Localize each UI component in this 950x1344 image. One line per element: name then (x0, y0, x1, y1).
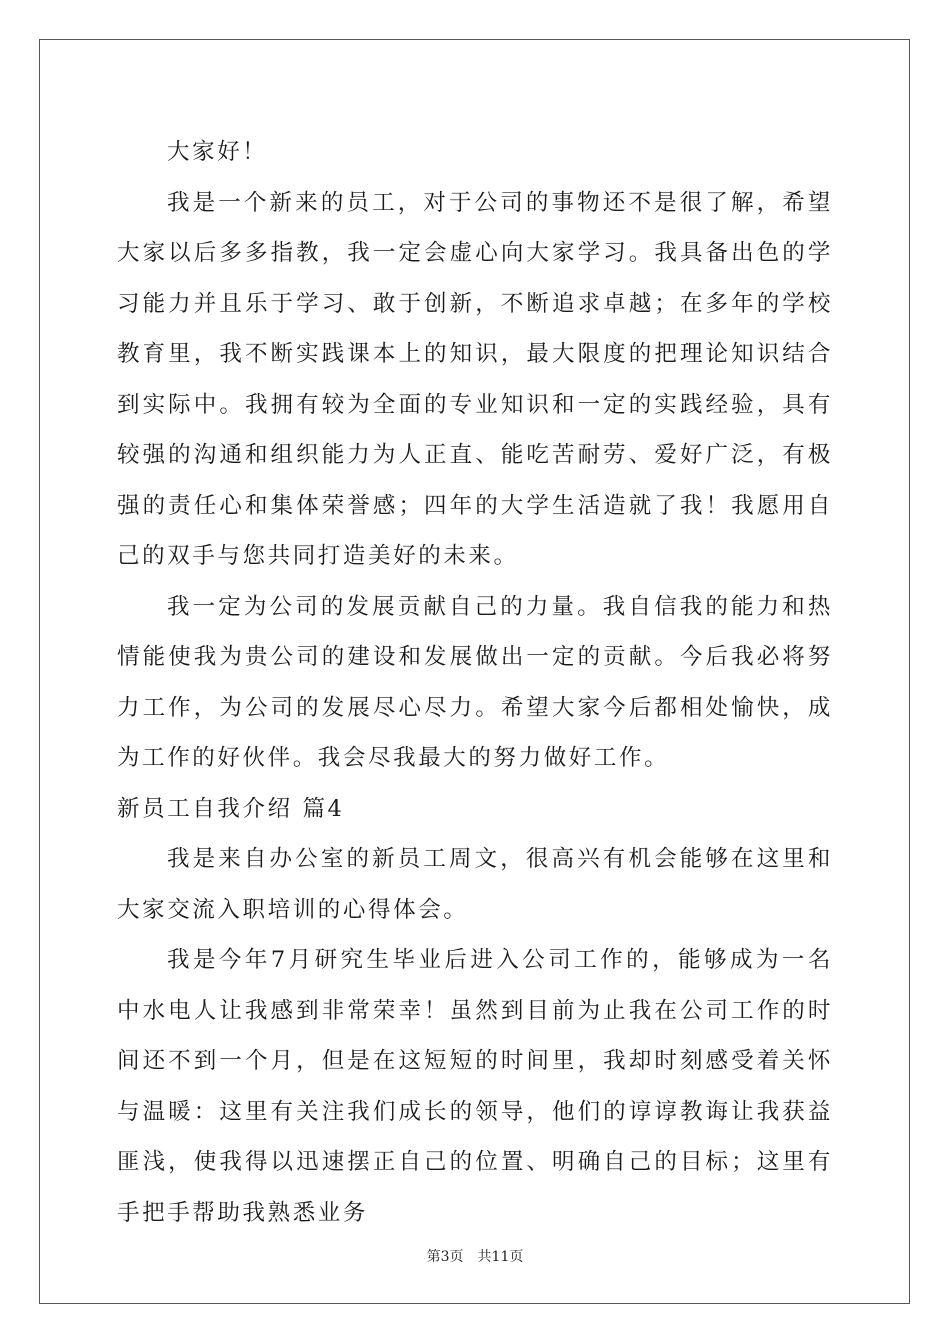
greeting-paragraph: 大家好！ (167, 139, 268, 165)
body-paragraph: 我是一个新来的员工，对于公司的事物还不是很了解，希望大家以后多多指教，我一定会虚心向大家学习。我具备出色的学习能力并且乐于学习、敢于创新，不断追求卓越；在多年的学校教育里，我不断实践课本上的知识，最大限度的把理论知识结合到实际中。我拥有较为全面的专业知识和一定的实践经验，具有较强的沟通和组织能力为人正直、能吃苦耐劳、爱好广泛，有极强的责任心和集体荣誉感；四年的大学生活造就了我！我愿用自己的双手与您共同打造美好的未来。 (117, 189, 833, 569)
section-heading: 新员工自我介绍 篇4 (117, 795, 345, 822)
page-footer (0, 1246, 950, 1266)
document-body (117, 127, 833, 1238)
body-paragraph: 我一定为公司的发展贡献自己的力量。我自信我的能力和热情能使我为贵公司的建设和发展做出一定的贡献。今后我必将努力工作，为公司的发展尽心尽力。希望大家今后都相处愉快，成为工作的好伙伴。我会尽我最大的努力做好工作。 (117, 593, 833, 771)
page-number: 第3页 (426, 1249, 464, 1265)
body-paragraph: 我是今年7月研究生毕业后进入公司工作的，能够成为一名中水电人让我感到非常荣幸！虽然到目前为止我在公司工作的时间还不到一个月，但是在这短短的时间里，我却时刻感受着关怀与温暖：这里有关注我们成长的领导，他们的谆谆教诲让我获益匪浅，使我得以迅速摆正自己的位置、明确自己的目标；这里有手把手帮助我熟悉业务 (117, 947, 833, 1226)
page-total: 共11页 (477, 1249, 524, 1265)
body-paragraph: 我是来自办公室的新员工周文，很高兴有机会能够在这里和大家交流入职培训的心得体会。 (117, 846, 833, 923)
